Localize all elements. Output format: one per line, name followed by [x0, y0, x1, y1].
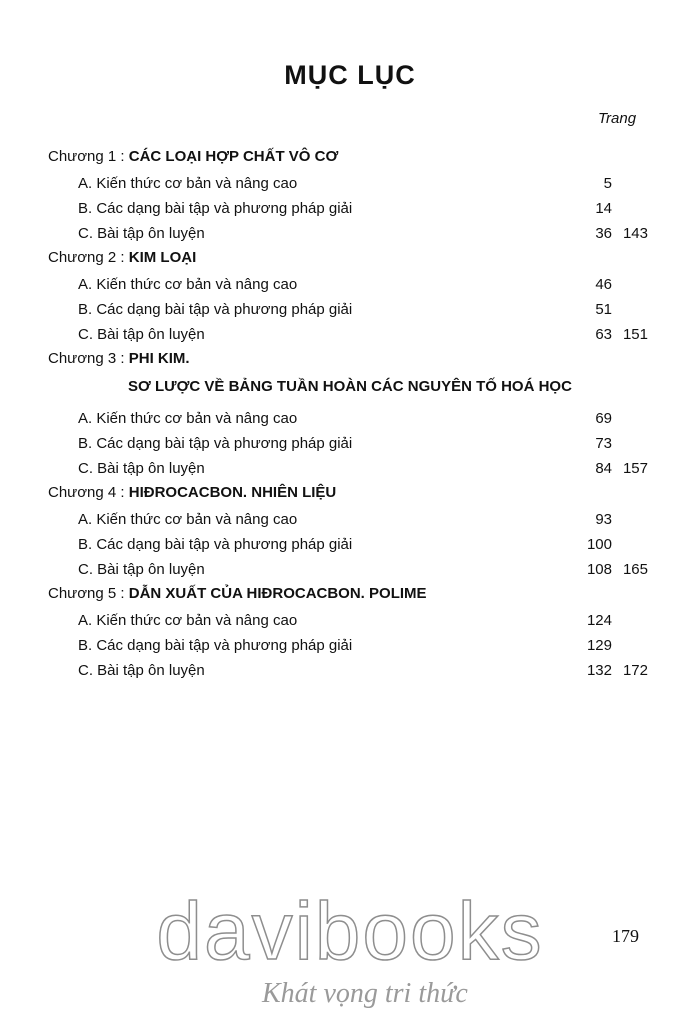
watermark-logo: davibooks — [156, 886, 544, 977]
entry-page: 124 — [586, 612, 612, 629]
entry-label: C. Bài tập ôn luyện — [78, 561, 205, 578]
entry-page: 129 — [586, 637, 612, 654]
entry-page: 51 — [595, 301, 612, 318]
chapter-name: PHI KIM. — [128, 350, 190, 367]
entry-page: 69 — [595, 410, 612, 427]
toc-entry — [0, 634, 700, 659]
entry-page: 73 — [595, 435, 612, 452]
entry-label: B. Các dạng bài tập và phương pháp giải — [78, 200, 353, 217]
toc-entry — [0, 323, 700, 348]
chapter-name: HIĐROCACBON. NHIÊN LIỆU — [128, 484, 337, 501]
toc-entry — [0, 558, 700, 583]
chapter-subtitle — [0, 374, 700, 407]
chapter-subtitle-text: SƠ LƯỢC VỀ BẢNG TUẦN HOÀN CÁC NGUYÊN TỐ HOÁ HỌC — [128, 378, 572, 395]
toc-entry — [0, 407, 700, 432]
entry-label: C. Bài tập ôn luyện — [78, 326, 205, 343]
entry-page-2: 157 — [622, 460, 648, 477]
toc-entry — [0, 273, 700, 298]
entry-page: 46 — [595, 276, 612, 293]
entry-label: A. Kiến thức cơ bản và nâng cao — [78, 511, 298, 528]
toc-entry — [0, 609, 700, 634]
chapter-prefix: Chương 3 : — [48, 350, 129, 367]
watermark-tagline: Khát vọng tri thức — [262, 978, 468, 1009]
chapter-heading — [0, 348, 700, 374]
toc-entry — [0, 659, 700, 684]
chapter-heading — [0, 482, 700, 508]
chapter-heading — [0, 146, 700, 172]
chapter-name: KIM LOẠI — [128, 249, 197, 266]
page-number: 179 — [612, 926, 639, 946]
chapter-heading — [0, 583, 700, 609]
entry-page: 63 — [595, 326, 612, 343]
page-column-label: Trang — [598, 110, 637, 127]
chapter-name: CÁC LOẠI HỢP CHẤT VÔ CƠ — [128, 148, 339, 165]
entry-page: 93 — [595, 511, 612, 528]
entry-page-2: 172 — [622, 662, 648, 679]
entry-page-2: 151 — [622, 326, 648, 343]
chapter-prefix: Chương 2 : — [48, 249, 129, 266]
toc-entry — [0, 222, 700, 247]
entry-page: 36 — [595, 225, 612, 242]
chapter-name: DẪN XUẤT CỦA HIĐROCACBON. POLIME — [128, 585, 427, 602]
toc-entry — [0, 533, 700, 558]
table-of-contents — [0, 146, 700, 684]
toc-entry — [0, 432, 700, 457]
page-title: MỤC LỤC — [284, 60, 416, 90]
entry-label: A. Kiến thức cơ bản và nâng cao — [78, 276, 298, 293]
chapter-heading — [0, 247, 700, 273]
toc-entry — [0, 508, 700, 533]
entry-page: 100 — [586, 536, 612, 553]
entry-page: 108 — [586, 561, 612, 578]
toc-entry — [0, 197, 700, 222]
toc-entry — [0, 172, 700, 197]
entry-page-2: 165 — [622, 561, 648, 578]
chapter-prefix: Chương 1 : — [48, 148, 129, 165]
entry-label: B. Các dạng bài tập và phương pháp giải — [78, 637, 353, 654]
chapter-prefix: Chương 4 : — [48, 484, 129, 501]
toc-entry — [0, 298, 700, 323]
entry-label: A. Kiến thức cơ bản và nâng cao — [78, 410, 298, 427]
entry-page: 5 — [603, 175, 612, 192]
entry-label: B. Các dạng bài tập và phương pháp giải — [78, 536, 353, 553]
entry-label: A. Kiến thức cơ bản và nâng cao — [78, 612, 298, 629]
entry-label: C. Bài tập ôn luyện — [78, 460, 205, 477]
entry-label: B. Các dạng bài tập và phương pháp giải — [78, 301, 353, 318]
entry-label: B. Các dạng bài tập và phương pháp giải — [78, 435, 353, 452]
entry-page: 14 — [595, 200, 612, 217]
chapter-prefix: Chương 5 : — [48, 585, 129, 602]
entry-label: C. Bài tập ôn luyện — [78, 662, 205, 679]
entry-page: 132 — [586, 662, 612, 679]
toc-entry — [0, 457, 700, 482]
entry-page: 84 — [595, 460, 612, 477]
entry-label: A. Kiến thức cơ bản và nâng cao — [78, 175, 298, 192]
entry-label: C. Bài tập ôn luyện — [78, 225, 205, 242]
entry-page-2: 143 — [622, 225, 648, 242]
